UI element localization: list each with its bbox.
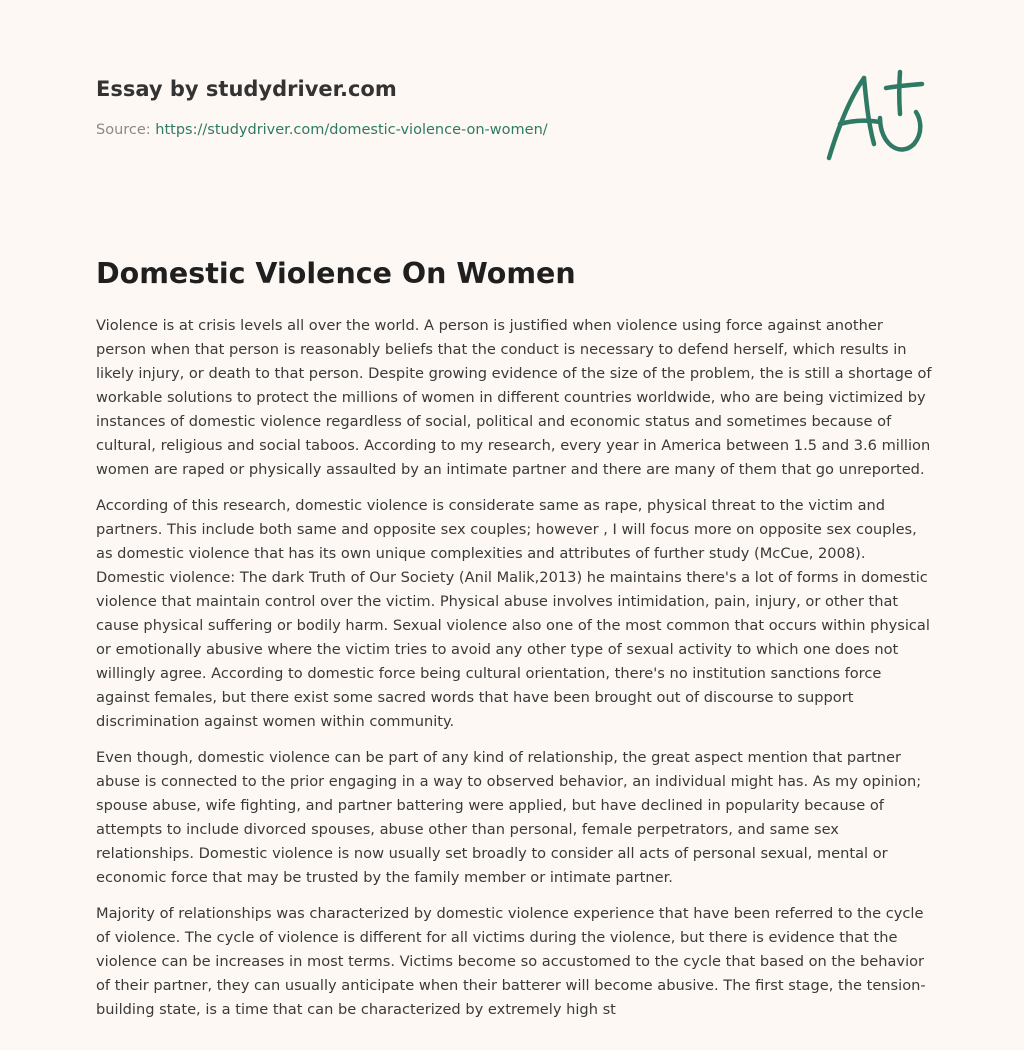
paragraph: Majority of relationships was characterized by domestic violence experience that have been referred to the cycle of violence. The cycle of violence is different for all victims during the violence, but there is evidence that the violence can be increases in most terms. Victims become so accustomed to the cycle that based on the behavior of their partner, they can usually anticipate when their batterer will become abusive. The first stage, the tension-building state, is a time that can be characterized by extremely high st	[96, 905, 926, 1018]
paragraph: Violence is at crisis levels all over the world. A person is justified when violence using force against another person when that person is reasonably beliefs that the conduct is necessary to defend herself, which results in likely injury, or death to that person. Despite growing evidence of the size of the problem, the is still a shortage of workable solutions to protect the millions of women in different countries worldwide, who are being victimized by instances of domestic violence regardless of social, political and economic status and sometimes because of cultural, religious and social taboos. According to my research, every year in America between 1.5 and 3.6 million women are raped or physically assaulted by an intimate partner and there are many of them that go unreported.	[96, 317, 932, 478]
source-link[interactable]: https://studydriver.com/domestic-violence-on-women/	[155, 122, 548, 138]
source-label: Source:	[96, 122, 151, 138]
paragraph: Even though, domestic violence can be part of any kind of relationship, the great aspect mention that partner abuse is connected to the prior engaging in a way to observed behavior, an individual might has. As my opinion; spouse abuse, wife fighting, and partner battering were applied, but have declined in popularity because of attempts to include divorced spouses, abuse other than personal, female perpetrators, and same sex relationships. Domestic violence is now usually set broadly to consider all acts of personal sexual, mental or economic force that may be trusted by the family member or intimate partner.	[96, 749, 922, 886]
paragraph: According of this research, domestic violence is considerate same as rape, physical threat to the victim and partners. This include both same and opposite sex couples; however , I will focus more on opposite sex couples, as domestic violence that has its own unique complexities and attributes of further study (McCue, 2008). Domestic violence: The dark Truth of Our Society (Anil Malik,2013) he maintains there's a lot of forms in domestic violence that maintain control over the victim. Physical abuse involves intimidation, pain, injury, or other that cause physical suffering or bodily harm. Sexual violence also one of the most common that occurs within physical or emotionally abusive where the victim tries to avoid any other type of sexual activity to which one does not willingly agree. According to domestic force being cultural orientation, there's no institution sanctions force against females, but there exist some sacred words that have been brought out of discourse to support discrimination against women within community.	[96, 497, 930, 730]
essay-header	[96, 74, 736, 140]
brand-title: Essay by studydriver.com	[96, 77, 397, 101]
a-plus-icon	[820, 66, 930, 166]
page-title: Domestic Violence On Women	[96, 257, 576, 290]
essay-body	[96, 314, 932, 1034]
source-line	[96, 120, 736, 140]
